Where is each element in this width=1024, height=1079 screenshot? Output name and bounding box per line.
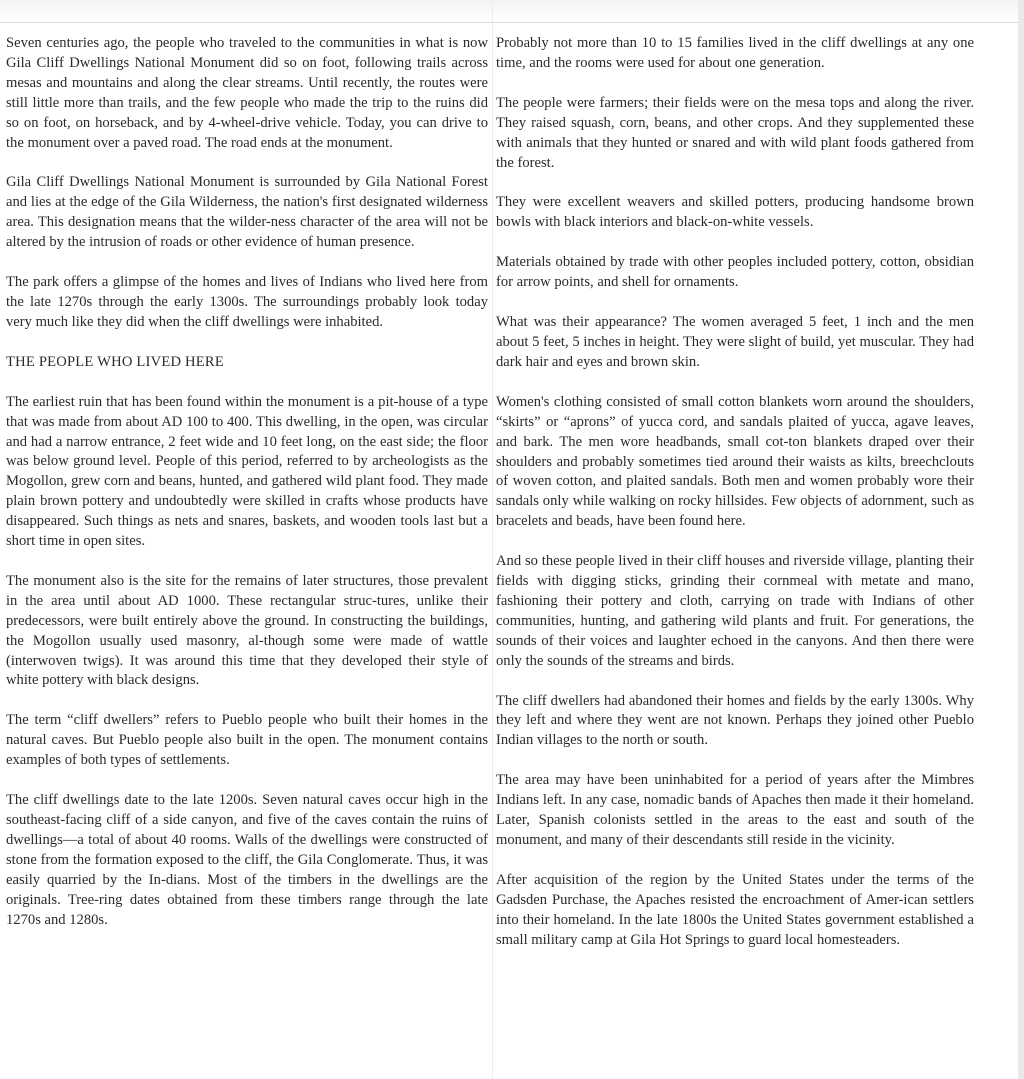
section-heading: THE PEOPLE WHO LIVED HERE — [6, 353, 224, 370]
paragraph: After acquisition of the region by the United States under the terms of the Gadsden Purchase, the Apaches resisted the encroachment of Amer-ican settlers into their homeland. In the late 1800s the United States government established a small military camp at Gila Hot Springs to guard local homesteaders. — [496, 871, 974, 948]
page-fold-line — [492, 0, 493, 1079]
scan-edge-right — [1018, 0, 1024, 1079]
paragraph: The cliff dwellings date to the late 1200s. Seven natural caves occur high in the southeast-facing cliff of a side canyon, and five of the caves contain the ruins of dwellings—a total of about 40 rooms. Walls of the dwellings were constructed of stone from the formation exposed to the cliff, the Gila Conglomerate. Thus, it was easily quarried by the In-dians. Most of the timbers in the dwellings are the originals. Tree-ring dates obtained from these timbers range through the late 1270s and 1280s. — [6, 792, 488, 928]
paragraph: Gila Cliff Dwellings National Monument is surrounded by Gila National Forest and lies at the edge of the Gila Wilderness, the nation's first designated wilderness area. This designation means that the wilder-ness character of the area will not be altered by the intrusion of roads or other evidence of human presence. — [6, 174, 488, 251]
paragraph: And so these people lived in their cliff houses and riverside village, planting their fields with digging sticks, grinding their cornmeal with metate and mano, fashioning their pottery and cloth, carrying on trade with Indians of other communities, hunting, and gathering wild plants and fruit. For generations, the sounds of their voices and laughter echoed in the canyons. And then there were only the sounds of the streams and birds. — [496, 553, 974, 669]
paragraph: Seven centuries ago, the people who traveled to the communities in what is now Gila Cliff Dwellings National Monument did so on foot, following trails across mesas and mountains and along the clear streams. Until recently, the routes were still little more than trails, and the few people who made the trip to the ruins did so on foot, on horseback, and by 4-wheel-drive vehicle. Today, you can drive to the monument over a paved road. The road ends at the monument. — [6, 35, 488, 151]
paragraph: They were excellent weavers and skilled potters, producing handsome brown bowls with black interiors and black-on-white vessels. — [496, 194, 974, 231]
paragraph: The term “cliff dwellers” refers to Pueblo people who built their homes in the natural caves. But Pueblo people also built in the open. The monument contains examples of both types of settlements. — [6, 712, 488, 769]
right-column — [496, 34, 974, 971]
paragraph: Women's clothing consisted of small cotton blankets worn around the shoulders, “skirts” or “aprons” of yucca cord, and sandals plaited of yucca, agave leaves, and bark. The men wore headbands, small cot-ton blankets draped over their shoulders and probably sometimes tied around their waists as kilts, breechclouts of woven cotton, and plaited sandals. Both men and women probably wore their sandals only while walking on rocky hillsides. Few objects of adornment, such as bracelets and beads, have been found here. — [496, 393, 974, 530]
paragraph: Probably not more than 10 to 15 families lived in the cliff dwellings at any one time, and the rooms were used for about one generation. — [496, 35, 974, 71]
scan-edge-top — [0, 0, 1024, 23]
paragraph: The earliest ruin that has been found within the monument is a pit-house of a type that was made from about AD 100 to 400. This dwelling, in the open, was circular and had a narrow entrance, 2 feet wide and 10 feet long, on the east side; the floor was below ground level. People of this period, referred to by archeologists as the Mogollon, grew corn and beans, hunted, and gathered wild plant food. They made plain brown pottery and undoubtedly were skilled in crafts whose products have disappeared. Such things as nets and snares, baskets, and wooden tools last but a short time in open sites. — [6, 393, 488, 550]
paragraph: The people were farmers; their fields were on the mesa tops and along the river. They raised squash, corn, beans, and other crops. And they supplemented these with animals that they hunted or snared and with wild plant foods gathered from the forest. — [496, 94, 974, 171]
paragraph: The park offers a glimpse of the homes and lives of Indians who lived here from the late 1270s through the early 1300s. The surroundings probably look today very much like they did when the cliff dwellings were inhabited. — [6, 274, 488, 330]
paragraph: What was their appearance? The women averaged 5 feet, 1 inch and the men about 5 feet, 5 inches in height. They were slight of build, yet muscular. They had dark hair and eyes and brown skin. — [496, 314, 974, 370]
left-column — [6, 34, 488, 950]
paragraph: The cliff dwellers had abandoned their homes and fields by the early 1300s. Why they left and where they went are not known. Perhaps they joined other Pueblo Indian villages to the north or south. — [496, 692, 974, 749]
paragraph: The monument also is the site for the remains of later structures, those prevalent in the area until about AD 1000. These rectangular struc-tures, unlike their predecessors, were built entirely above the ground. In constructing the buildings, the Mogollon usually used masonry, al-though some were made of wattle (interwoven twigs). It was around this time that they developed their style of white pottery with black designs. — [6, 572, 488, 689]
paragraph: The area may have been uninhabited for a period of years after the Mimbres Indians left. In any case, nomadic bands of Apaches then made it their homeland. Later, Spanish colonists settled in the areas to the east and south of the monument, and many of their descendants still reside in the vicinity. — [496, 772, 974, 848]
paragraph: Materials obtained by trade with other peoples included pottery, cotton, obsidian for arrow points, and shell for ornaments. — [496, 254, 974, 291]
